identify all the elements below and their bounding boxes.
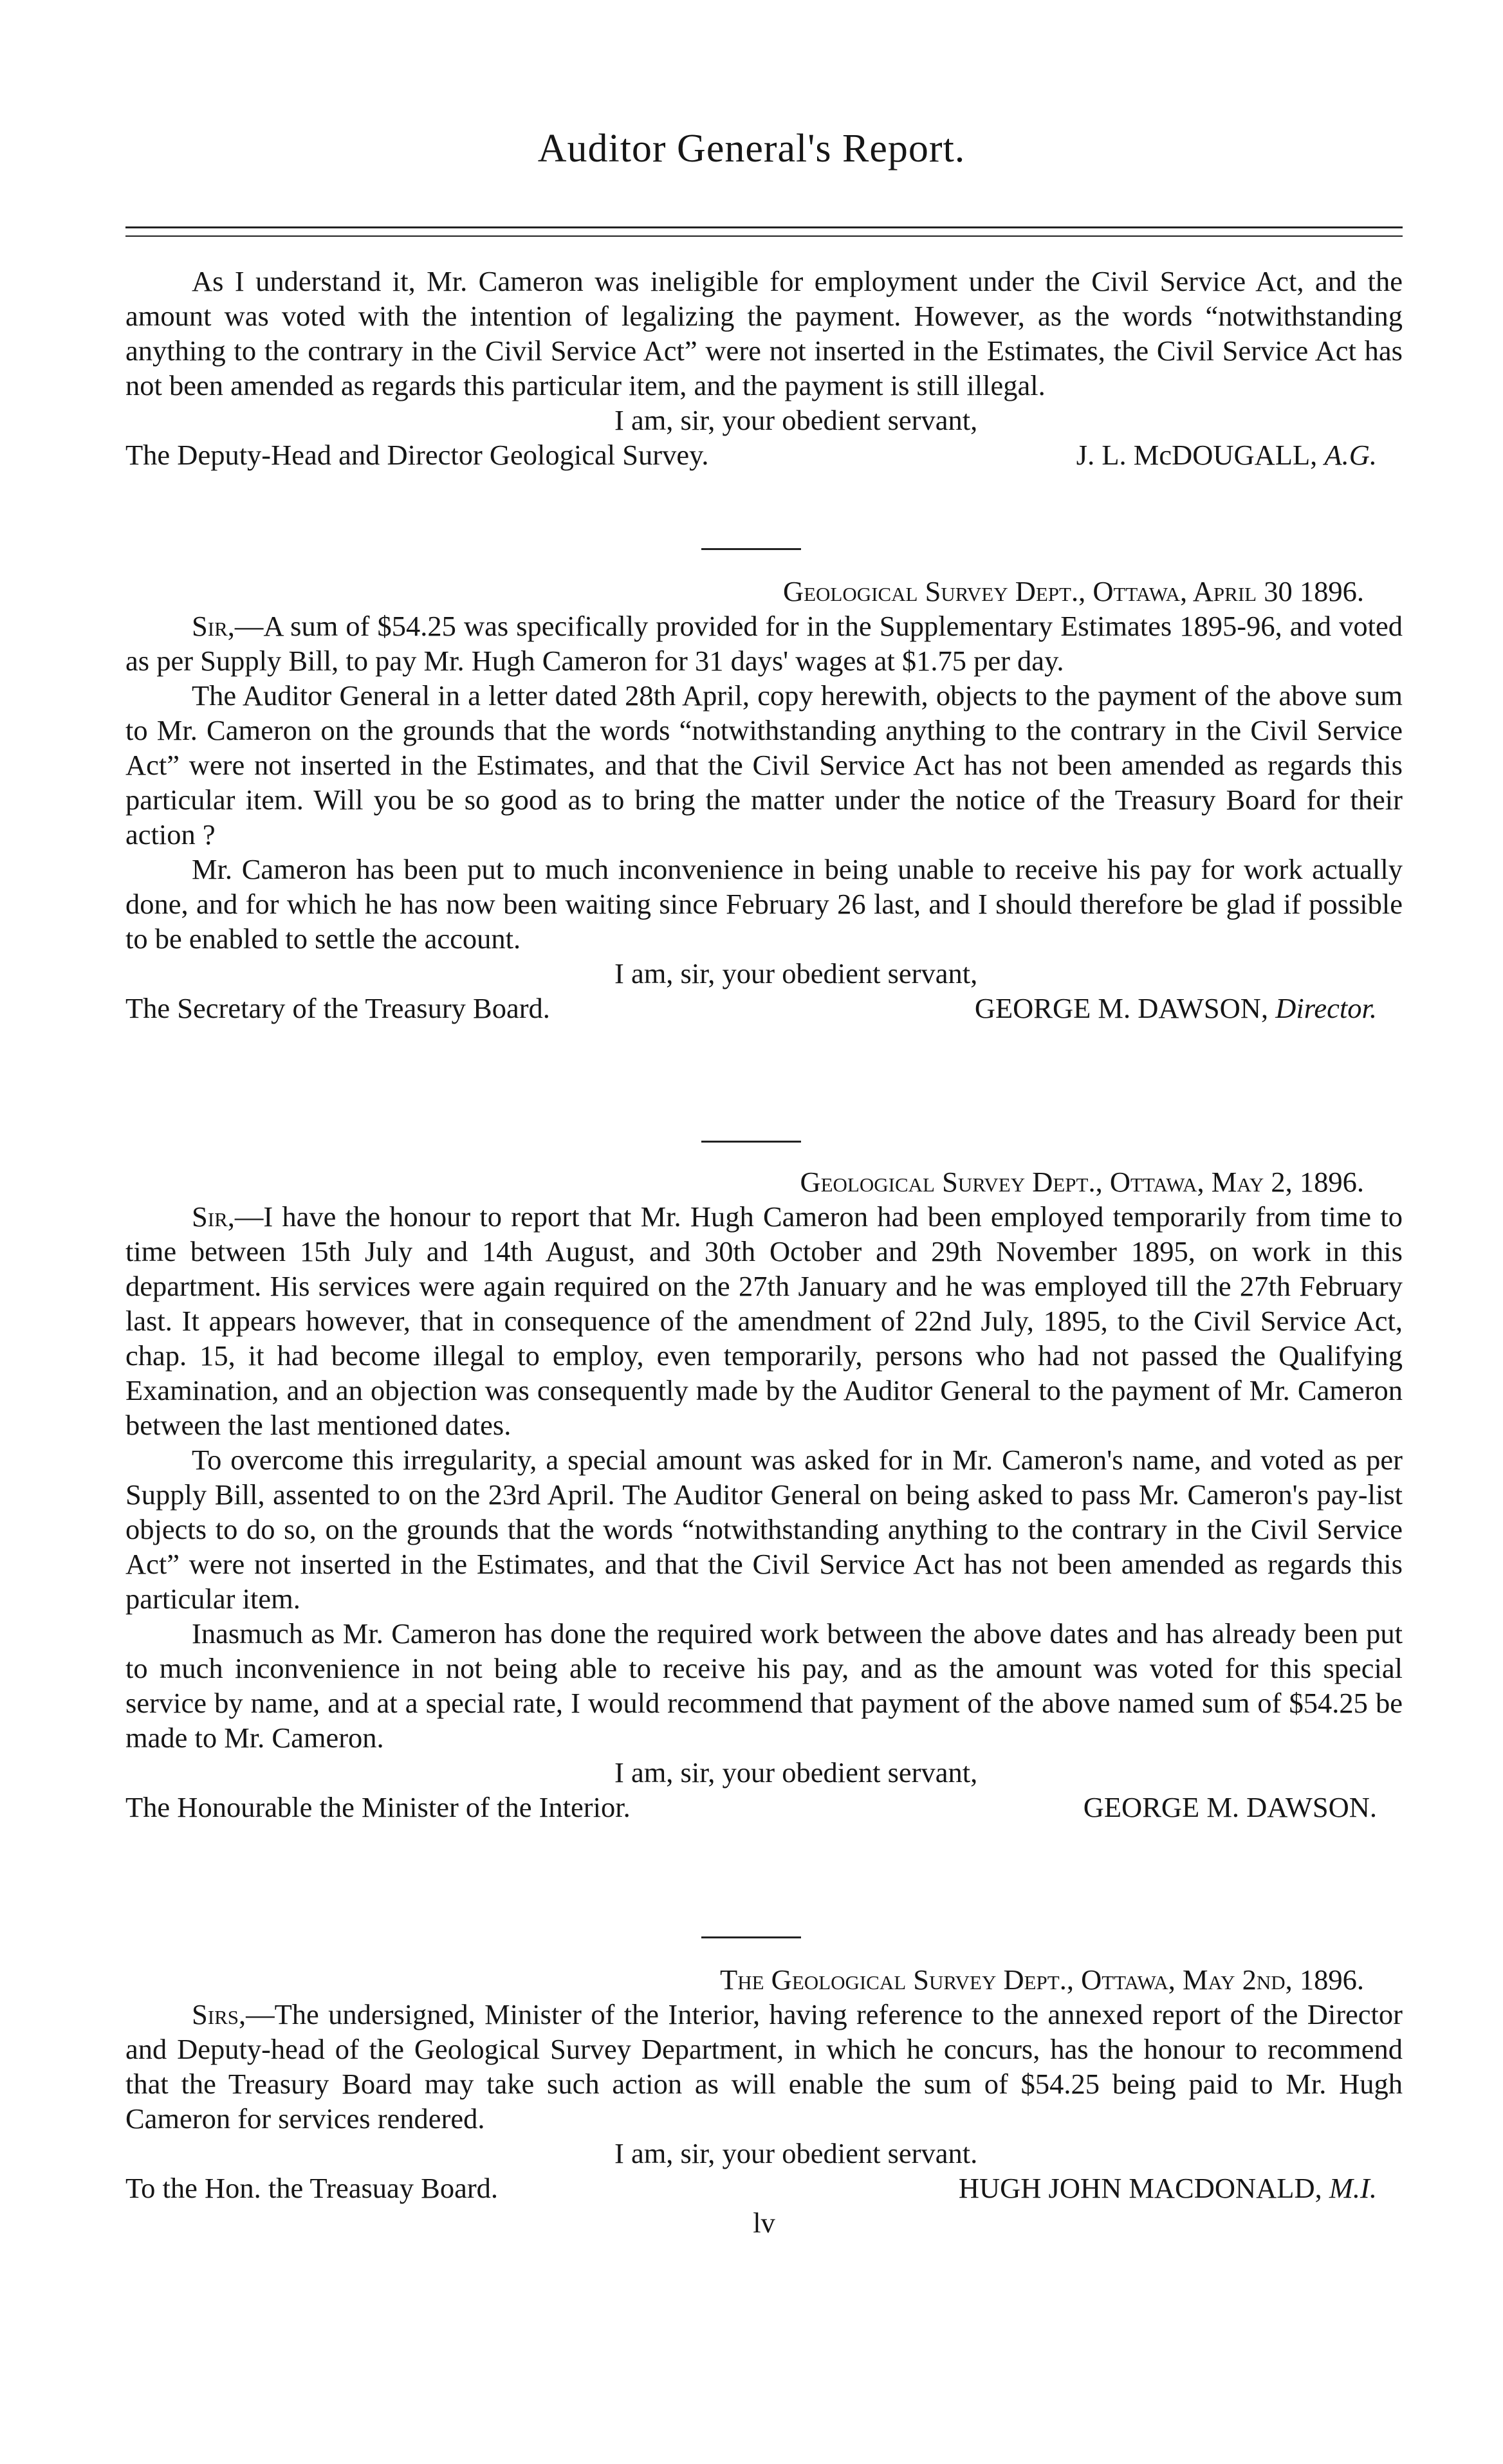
- letter-dawson-minister: [125, 1164, 1403, 1825]
- page-title: Auditor General's Report.: [537, 127, 966, 170]
- letter1-signature-name: J. L. McDOUGALL,: [1076, 439, 1318, 471]
- page-number: lv: [753, 2207, 775, 2239]
- letter2-paragraph-2: The Auditor General in a letter dated 28th April, copy herewith, objects to the payment of the above sum to Mr. Cameron on the grounds that the words “notwithstanding anything to the contrary in the Civil Service Act” were not inserted in the Estimates, and that the Civil Service Act has not been amended as regards this particular item. Will you be so good as to bring the matter under the notice of the Treasury Board for their action ?: [125, 679, 1403, 850]
- separator-1: [701, 548, 801, 550]
- letter2-paragraph-3: Mr. Cameron has been put to much inconvenience in being unable to receive his pay for work actually done, and for which he has now been waiting since February 26 last, and I should therefore be glad if possible to be enabled to settle the account.: [125, 853, 1403, 955]
- letter2-signature: [975, 991, 1403, 1025]
- letter3-paragraph-1: [125, 1199, 1403, 1442]
- letter3-dateline: Geological Survey Dept., Ottawa, May 2, 1896.: [800, 1166, 1364, 1198]
- letter-dawson-treasury: [125, 574, 1403, 1025]
- letter3-salutation: Sir,: [192, 1200, 235, 1233]
- letter2-paragraph-1-text: —A sum of $54.25 was specifically provided for in the Supplementary Estimates 1895-96, and voted as per Supply Bill, to pay Mr. Hugh Cameron for 31 days' wages at $1.75 per day.: [125, 610, 1403, 677]
- letter2-paragraph-1: [125, 609, 1403, 678]
- letter1-closing: I am, sir, your obedient servant,: [614, 404, 978, 436]
- letter1-signature-line: [125, 437, 1403, 472]
- letter4-signature-line: [125, 2171, 1403, 2205]
- letter2-salutation: Sir,: [192, 610, 235, 642]
- separator-2: [701, 1141, 801, 1143]
- letter2-signature-name: GEORGE M. DAWSON,: [974, 992, 1269, 1024]
- letter4-paragraph-1: [125, 1997, 1403, 2136]
- letter2-dateline: Geological Survey Dept., Ottawa, April 30 1896.: [782, 575, 1364, 607]
- letter4-closing: I am, sir, your obedient servant.: [614, 2137, 978, 2169]
- letter1-addressee: The Deputy-Head and Director Geological Survey.: [125, 439, 709, 471]
- letter3-paragraph-3: Inasmuch as Mr. Cameron has done the required work between the above dates and has already been put to much inconvenience in not being able to receive his pay, and as the amount was voted for this special service by name, and at a special rate, I would recommend that payment of the above named sum of $54.25 be made to Mr. Cameron.: [125, 1617, 1403, 1754]
- letter4-signature-title: M.I.: [1329, 2172, 1377, 2204]
- letter-auditor-general: [125, 264, 1403, 472]
- separator-3: [701, 1936, 801, 1938]
- letter2-closing: I am, sir, your obedient servant,: [614, 957, 978, 989]
- header-rule-top: [125, 226, 1403, 228]
- letter1-signature: [1076, 437, 1403, 472]
- header-rule-bottom: [125, 235, 1403, 237]
- letter4-signature: [959, 2171, 1403, 2205]
- letter3-signature-line: [125, 1790, 1403, 1825]
- letter3-paragraph-1-text: —I have the honour to report that Mr. Hugh Cameron had been employed temporarily from time to time between 15th July and 14th August, and 30th October and 29th November 1895, on work in this department. His services were again required on the 27th January and he was employed till the 27th February last. It appears however, that in consequence of the amendment of 22nd July, 1895, to the Civil Service Act, chap. 15, it had become illegal to employ, even temporarily, persons who had not passed the Qualifying Examination, and an objection was consequently made by the Auditor General to the payment of Mr. Cameron between the last mentioned dates.: [125, 1200, 1403, 1441]
- letter3-paragraph-2: To overcome this irregularity, a special amount was asked for in Mr. Cameron's name, and voted as per Supply Bill, assented to on the 23rd April. The Auditor General on being asked to pass Mr. Cameron's pay-list objects to do so, on the grounds that the words “notwithstanding anything to the contrary in the Civil Service Act” were not inserted in the Estimates, and that the Civil Service Act has not been amended as regards this particular item.: [125, 1444, 1403, 1615]
- letter4-addressee: To the Hon. the Treasuay Board.: [125, 2172, 499, 2204]
- letter4-dateline: The Geological Survey Dept., Ottawa, May 2nd, 1896.: [720, 1963, 1364, 1996]
- letter2-addressee: The Secretary of the Treasury Board.: [125, 992, 550, 1024]
- letter4-salutation: Sirs,: [192, 1998, 246, 2030]
- letter4-paragraph-1-text: —The undersigned, Minister of the Interior, having reference to the annexed report of the Director and Deputy-head of the Geological Survey Department, in which he concurs, has the honour to recommend that the Treasury Board may take such action as will enable the sum of $54.25 being paid to Mr. Hugh Cameron for services rendered.: [125, 1998, 1403, 2135]
- letter4-signature-name: HUGH JOHN MACDONALD,: [958, 2172, 1322, 2204]
- letter3-closing: I am, sir, your obedient servant,: [614, 1756, 978, 1788]
- letter1-signature-title: A.G.: [1324, 439, 1377, 471]
- letter-minister-interior: [125, 1962, 1403, 2240]
- letter2-signature-line: [125, 991, 1403, 1025]
- letter3-addressee: The Honourable the Minister of the Interior.: [125, 1791, 631, 1823]
- letter2-signature-title: Director.: [1275, 992, 1377, 1024]
- letter1-body: As I understand it, Mr. Cameron was ineligible for employment under the Civil Service Act, and the amount was voted with the intention of legalizing the payment. However, as the words “notwithstanding anything to the contrary in the Civil Service Act” were not inserted in the Estimates, the Civil Service Act has not been amended as regards this particular item, and the payment is still illegal.: [125, 265, 1403, 401]
- letter3-signature: GEORGE M. DAWSON.: [1083, 1791, 1377, 1823]
